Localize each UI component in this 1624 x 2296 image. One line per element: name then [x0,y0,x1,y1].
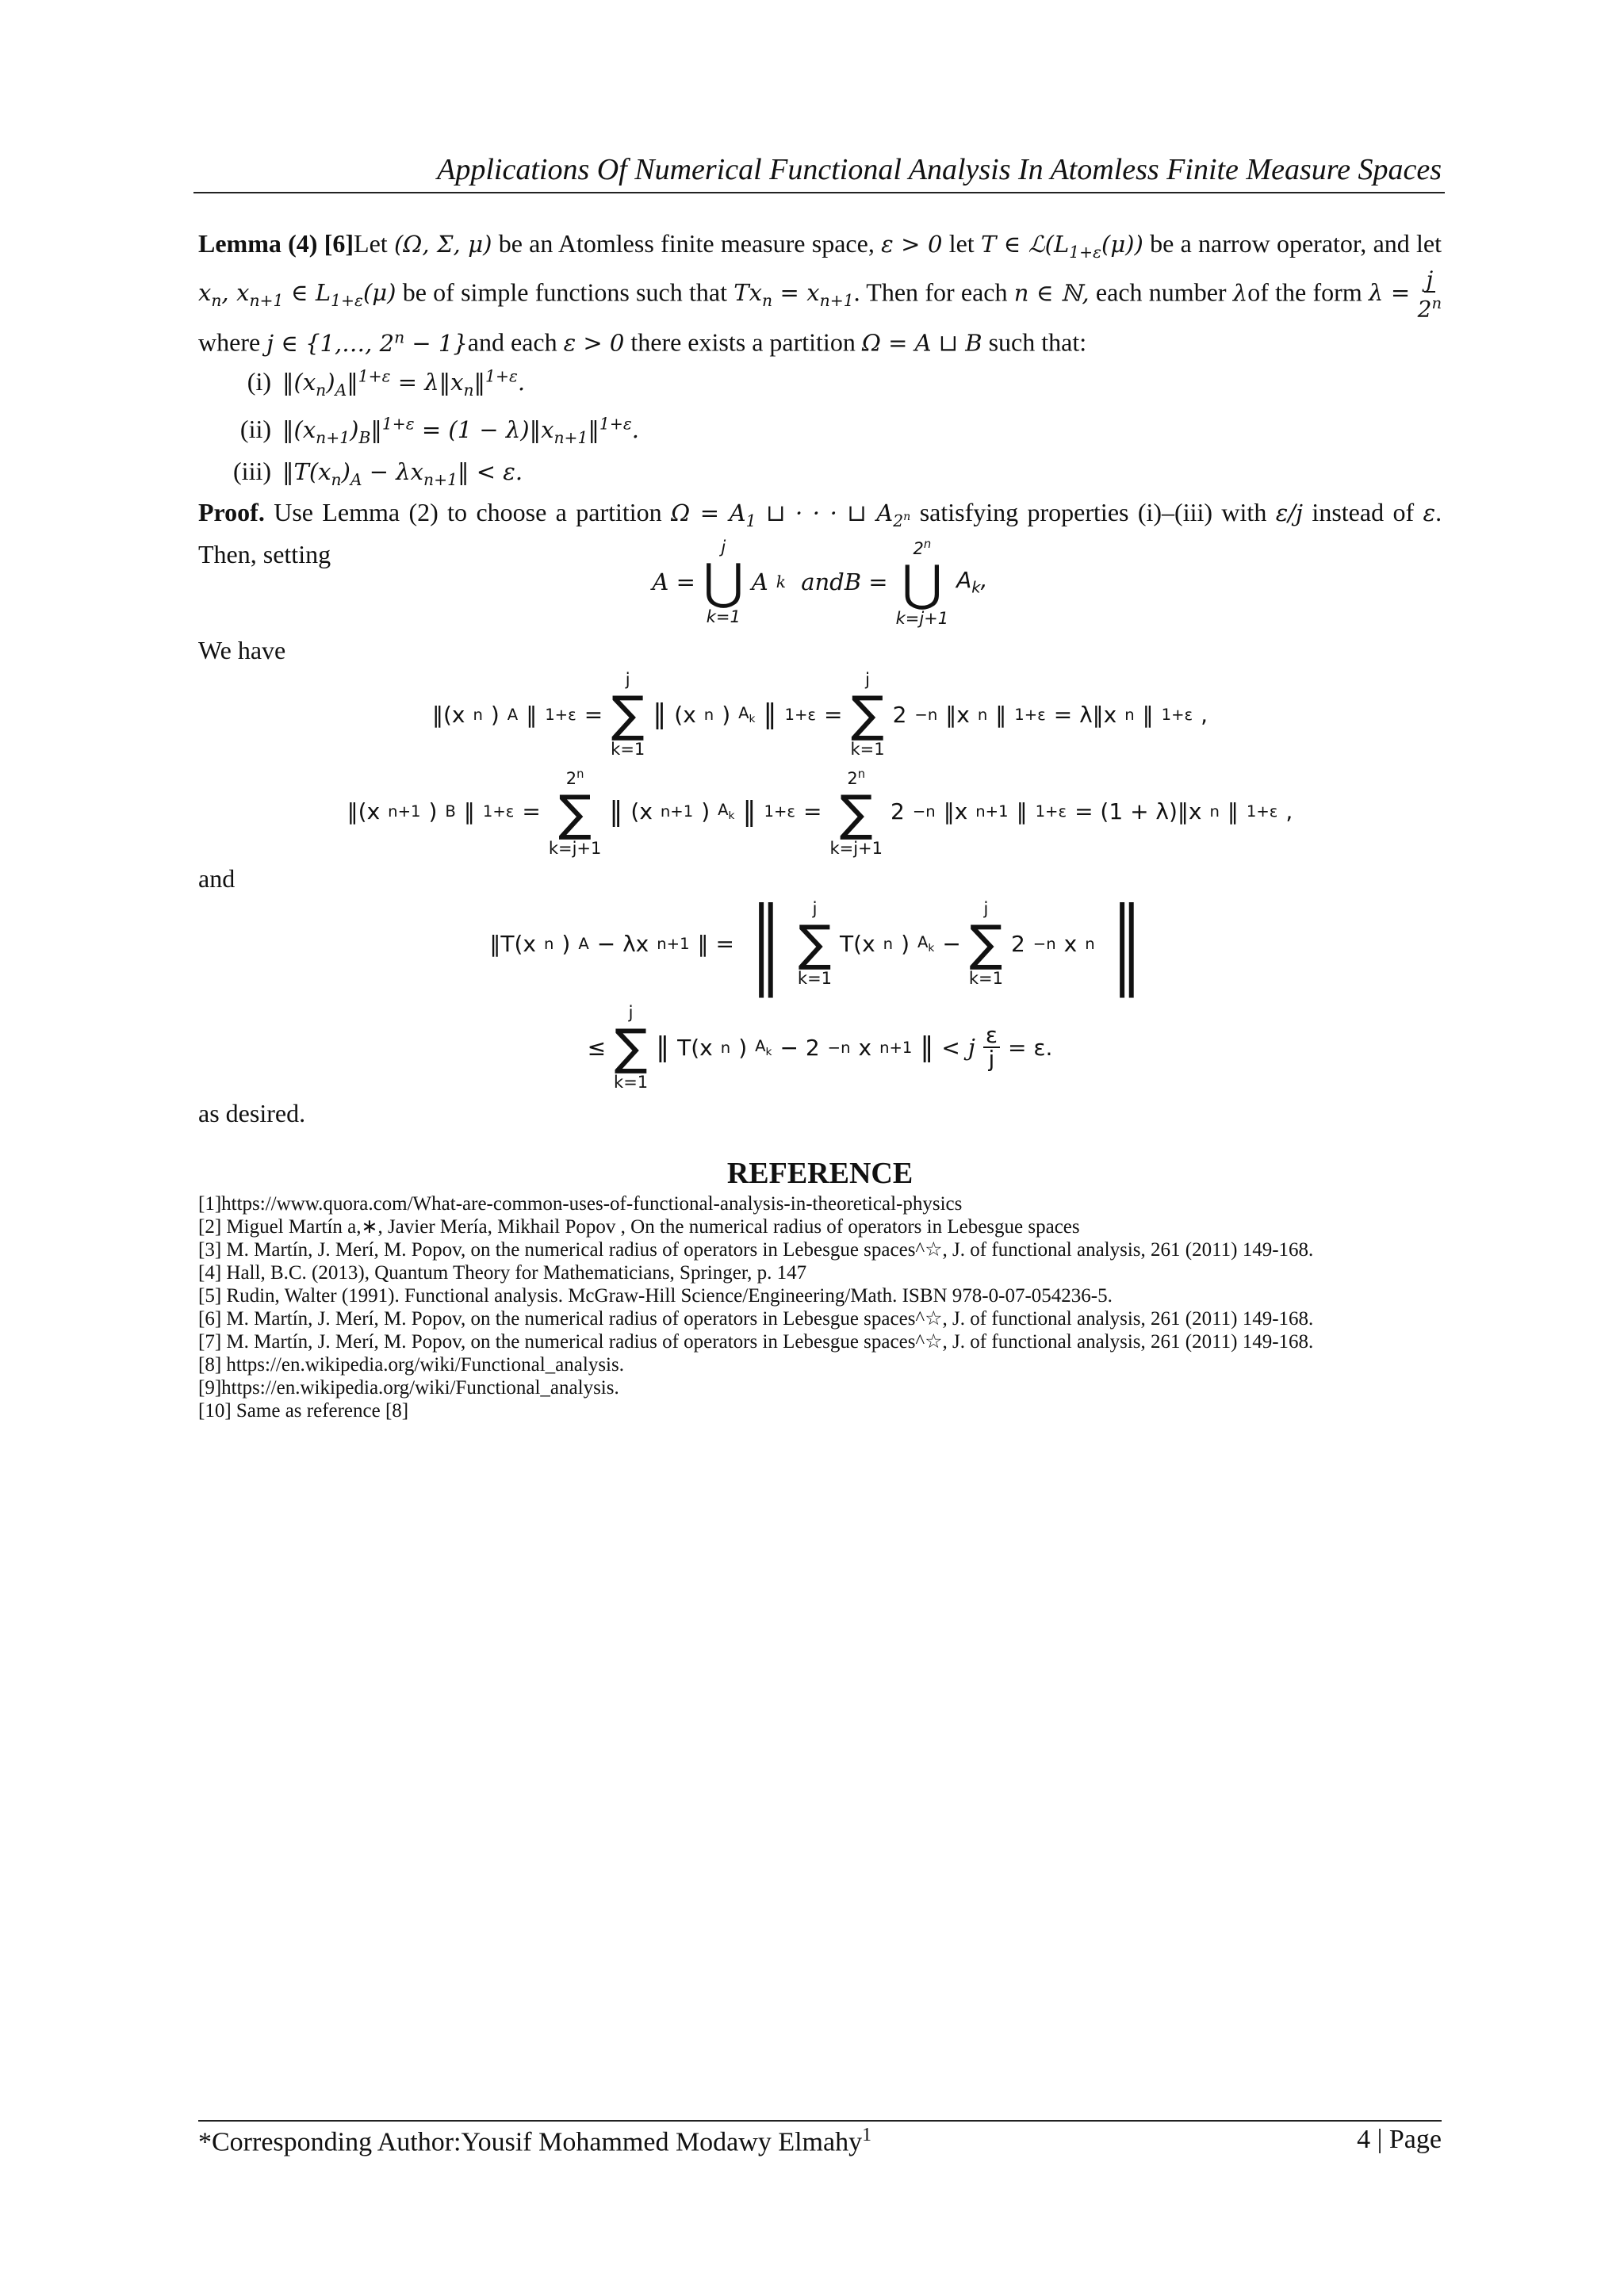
reference-item: [3] M. Martín, J. Merí, M. Popov, on the numerical radius of operators in Lebesgue spaces^☆, J. of functional analysis, 261 (2011) 149-168. [198,1239,1314,1261]
proof-paragraph: Proof. Use Lemma (2) to choose a partition $\Omega = A_1$ ⊔ · · · ⊔ $A_{2^n}$ satisfying properties (i)–(iii) with ε/j instead of ε. Then, setting [198,498,1442,569]
equation-estimate: ‖T(x n ) A − λx n+1 ‖ = ‖ j ∑ k=1 T(x n ) $A_k$ − j ∑ k=1 2 −n x n ‖ [489,888,1141,998]
main-text [198,227,1442,571]
header-rule [193,192,1445,193]
reference-item: [7] M. Martín, J. Merí, M. Popov, on the numerical radius of operators in Lebesgue spaces^☆, J. of functional analysis, 261 (2011) 149-168. [198,1331,1314,1353]
reference-item: [10] Same as reference [8] [198,1400,409,1422]
reference-item: [8] https://en.wikipedia.org/wiki/Functional_analysis. [198,1354,624,1376]
equation-norm-b: ‖(x n+1 ) B ‖ 1+ε = $2^n$ ∑ k=j+1 ‖ (x n+1 ) $A_k$ ‖ 1+ε = $2^n$ ∑ k=j+1 2 −n ‖x n+1 ‖ 1+ε = (1 + λ)‖x n ‖ 1+ε , [347,767,1293,858]
condition-iii: (iii) $‖T(x_n)_A$ − $\lambda x_{n+1}‖ < \varepsilon$. [233,456,523,489]
reference-item: [6] M. Martín, J. Merí, M. Popov, on the numerical radius of operators in Lebesgue spaces^☆, J. of functional analysis, 261 (2011) 149-168. [198,1308,1314,1330]
running-title: Applications Of Numerical Functional Analysis In Atomless Finite Measure Spaces [437,153,1442,186]
as-desired-text: as desired. [198,1099,306,1127]
we-have-text: We have [198,636,286,664]
reference-item: [5] Rudin, Walter (1991). Functional analysis. McGraw-Hill Science/Engineering/Math. ISBN 978-0-07-054236-5. [198,1285,1113,1307]
condition-ii: (ii) $‖(x_{n+1})_B‖^{1+\varepsilon} = (1$ − $\lambda)‖x_{n+1}‖^{1+\varepsilon}$. [239,414,639,447]
condition-i: (i) $‖(x_n)_A‖^{1+\varepsilon}$ = $\lambda‖x_n‖^{1+\varepsilon}$. [247,366,526,400]
equation-partition: A = j ⋃ k=1 A k andB = $2^n$ ⋃ k=j+1 $A_k$, [652,537,988,628]
equation-norm-a: ‖(x n ) A ‖ 1+ε = j ∑ k=1 ‖ (x n ) $A_k$ ‖ 1+ε = j ∑ k=1 2 −n ‖x n ‖ 1+ε = λ‖x n ‖ 1+ε , [431,670,1208,759]
corresponding-author: *Corresponding Author:Yousif Mohammed Modawy Elmahy$^1$ [198,2125,871,2157]
references-title: REFERENCE [726,1157,914,1190]
lemma-label: Lemma (4) [6] [198,229,354,258]
lemma-conditions [222,360,1442,496]
page [198,0,1442,2296]
reference-item: [2] Miguel Martín a,∗, Javier Mería, Mikhail Popov , On the numerical radius of operators in Lebesgue spaces [198,1216,1080,1238]
equation-bound: ≤ j ∑ k=1 ‖ T(x n ) $A_k$ − 2 −n x n+1 ‖ < j $\frac{\varepsilon}{j}$ = ε. [587,1003,1053,1092]
lemma-paragraph: Lemma (4) [6]Let (Ω, Σ, μ) be an Atomless finite measure space, ε > 0 let T ∈ $ℒ(L_{1+\varepsilon}(\mu))$ be a narrow operator, and let $x_n$, $x_{n+1}$ ∈ $L_{1+\varepsilon}(\mu)$ be of simple functions such that $Tx_n = x_{n+1}$. Then for each n ∈ ℕ, each number λof the form λ = $\frac{j}{2^n}$ where j ∈ {1,…, $2^n - 1\}and$ each ε > 0 there exists a partition Ω = A ⊔ B such that: [198,229,1442,357]
reference-item: [4] Hall, B.C. (2013), Quantum Theory for Mathematicians, Springer, p. 147 [198,1262,807,1284]
references-list [198,1192,1442,1422]
and-text: and [198,864,236,893]
footer-rule [198,2120,1442,2122]
reference-item: [1]https://www.quora.com/What-are-common-uses-of-functional-analysis-in-theoretical-physics [198,1193,963,1215]
proof-label: Proof. [198,498,265,527]
reference-item: [9]https://en.wikipedia.org/wiki/Functional_analysis. [198,1377,619,1399]
page-number: 4 | Page [1357,2125,1442,2154]
